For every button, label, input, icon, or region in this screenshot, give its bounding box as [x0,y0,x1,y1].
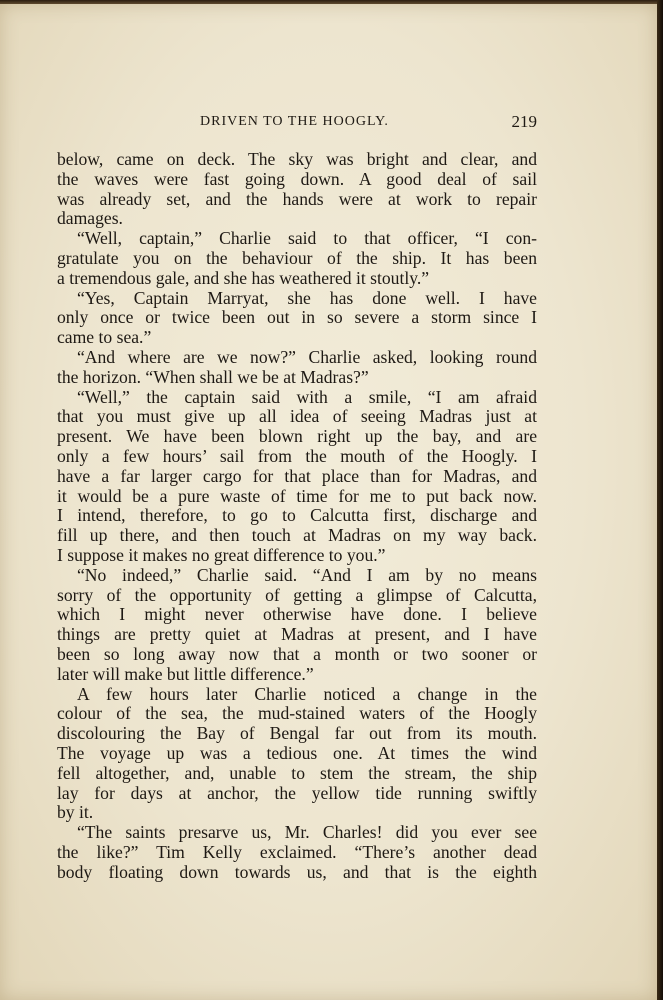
text-line: discolouring the Bay of Bengal far out from its mouth. [57,723,537,744]
text-line: fill up there, and then touch at Madras on my way back. [57,525,537,546]
text-line: “Yes, Captain Marryat, she has done well. I have [77,287,537,308]
text-line: a tremendous gale, and she has weathered it stoutly.” [57,267,430,288]
text-line: was already set, and the hands were at work to repair [57,188,537,209]
body-text [57,150,537,882]
text-line: below, came on deck. The sky was bright and clear, and [57,149,537,169]
text-line: the waves were fast going down. A good deal of sail [57,168,537,189]
text-line: “Well,” the captain said with a smile, “I am afraid [77,386,537,407]
text-line: fell altogether, and, unable to stem the stream, the ship [57,762,537,783]
text-line: body floating down towards us, and that is the eighth [57,861,537,882]
text-line: it would be a pure waste of time for me to put back now. [57,485,537,506]
text-line: sorry of the opportunity of getting a glimpse of Calcutta, [57,584,537,605]
text-line: things are pretty quiet at Madras at present, and I have [57,624,537,645]
text-line: gratulate you on the behaviour of the ship. It has been [57,247,537,268]
text-line: have a far larger cargo for that place than for Madras, and [57,465,537,486]
text-line: lay for days at anchor, the yellow tide running swiftly [57,782,537,803]
text-line: The voyage up was a tedious one. At times the wind [57,742,537,763]
running-title: DRIVEN TO THE HOOGLY. [200,114,389,129]
text-line: A few hours later Charlie noticed a change in the [77,683,537,704]
text-line: colour of the sea, the mud-stained waters of the Hoogly [57,703,537,724]
text-line: I suppose it makes no great difference to you.” [57,544,386,565]
text-line: which I might never otherwise have done. I believe [57,604,537,625]
page-right-edge [657,0,663,1000]
text-line: “Well, captain,” Charlie said to that officer, “I con- [77,228,537,249]
text-line: later will make but little difference.” [57,663,314,684]
text-line: the horizon. “When shall we be at Madras?” [57,366,369,387]
text-line: only once or twice been out in so severe a storm since I [57,307,537,328]
text-line: “And where are we now?” Charlie asked, looking round [77,346,537,367]
text-line: that you must give up all idea of seeing Madras just at [57,406,537,427]
page-number: 219 [511,112,537,131]
text-line: the like?” Tim Kelly exclaimed. “There’s another dead [57,841,537,862]
text-line: I intend, therefore, to go to Calcutta first, discharge and [57,505,537,526]
text-line: been so long away now that a month or two sooner or [57,643,537,664]
text-line: “No indeed,” Charlie said. “And I am by no means [77,564,537,585]
text-line: by it. [57,802,94,823]
text-line: present. We have been blown right up the bay, and are [57,426,537,447]
text-line: only a few hours’ sail from the mouth of the Hoogly. I [57,445,537,466]
running-head [57,112,537,138]
text-line: came to sea.” [57,327,152,348]
text-line: “The saints presarve us, Mr. Charles! did you ever see [77,822,537,843]
text-line: damages. [57,208,123,229]
